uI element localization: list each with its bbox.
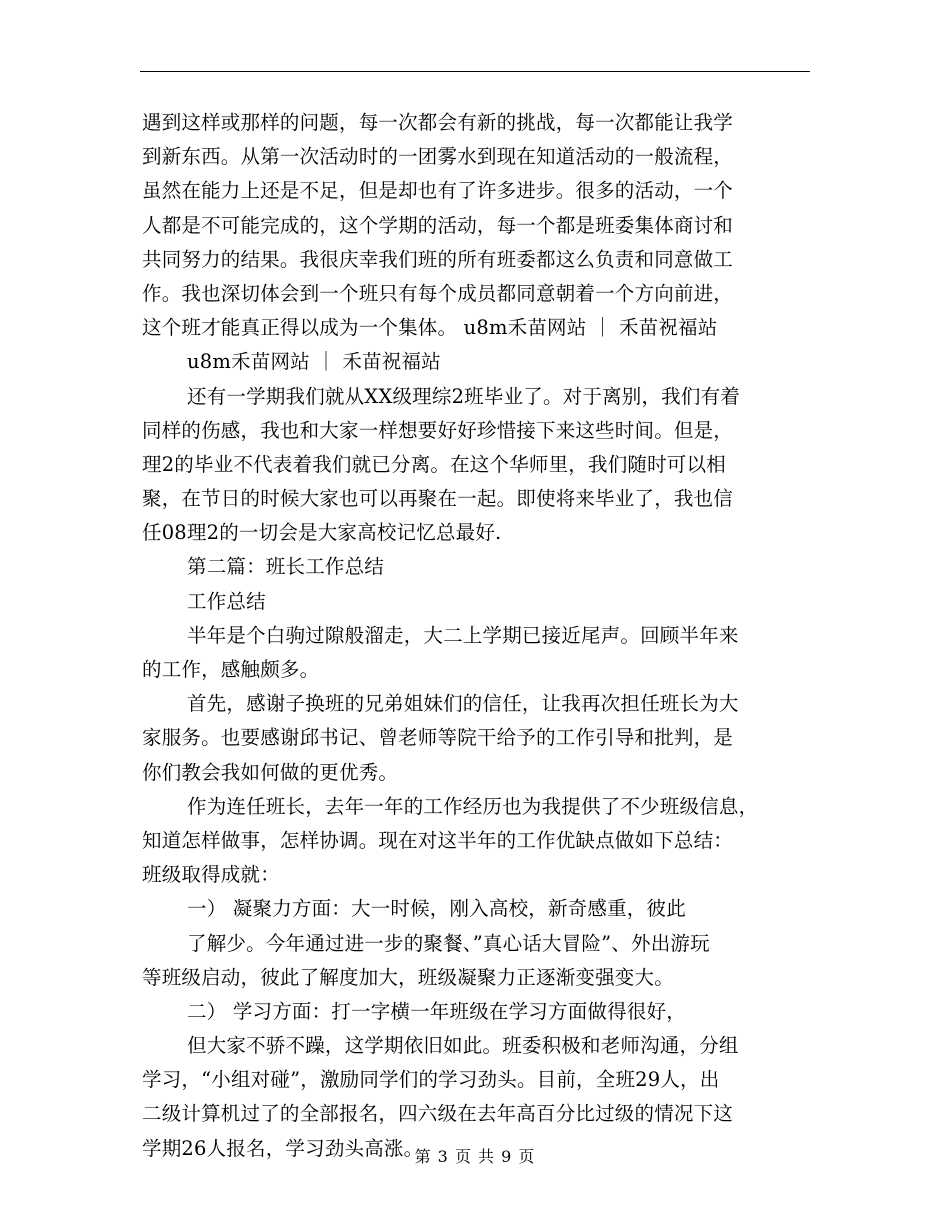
text-line: 聚，在节日的时候大家也可以再聚在一起。即使将来毕业了，我也信 xyxy=(142,487,734,511)
header-rule xyxy=(140,71,810,72)
text-line: 了解少。今年通过进一步的聚餐、”真心话大冒险”、外出游玩 xyxy=(187,931,710,955)
text-line: 理2的毕业不代表着我们就已分离。在这个华师里，我们随时可以相 xyxy=(142,452,726,476)
text-line: 二） 学习方面：打一字横一年班级在学习方面做得很好， xyxy=(187,999,686,1023)
document-body xyxy=(142,106,814,1166)
text-line: 班级取得成就： xyxy=(142,863,280,887)
text-line: u8m禾苗网站 ｜ 禾苗祝福站 xyxy=(187,350,441,374)
text-line: 你们教会我如何做的更优秀。 xyxy=(142,760,399,784)
text-line: 知道怎样做事，怎样协调。现在对这半年的工作优缺点做如下总结： xyxy=(142,828,734,852)
text-line: 首先，感谢子换班的兄弟姐妹们的信任，让我再次担任班长为大 xyxy=(187,692,739,716)
text-line: 作为连任班长，去年一年的工作经历也为我提供了不少班级信息， xyxy=(187,794,759,818)
text-line: 二级计算机过了的全部报名，四六级在去年高百分比过级的情况下这 xyxy=(142,1102,734,1126)
page-number: 第 3 页 共 9 页 xyxy=(414,1147,536,1166)
text-line: 到新东西。从第一次活动时的一团雾水到现在知道活动的一般流程， xyxy=(142,145,734,169)
text-line: 第二篇：班长工作总结 xyxy=(187,555,385,579)
text-line: 学习，“小组对碰”，激励同学们的学习劲头。目前，全班29人，出 xyxy=(142,1068,720,1092)
text-line: 一） 凝聚力方面：大一时候，刚入高校，新奇感重，彼此 xyxy=(187,897,686,921)
text-line: 半年是个白驹过隙般溜走，大二上学期已接近尾声。回顾半年来 xyxy=(187,623,739,647)
text-line: 人都是不可能完成的，这个学期的活动，每一个都是班委集体商讨和 xyxy=(142,213,734,237)
text-line: 同样的伤感，我也和大家一样想要好好珍惜接下来这些时间。但是， xyxy=(142,418,734,442)
text-line: 工作总结 xyxy=(187,589,266,613)
text-line: 共同努力的结果。我很庆幸我们班的所有班委都这么负责和同意做工 xyxy=(142,247,734,271)
text-line: 的工作，感触颇多。 xyxy=(142,658,320,681)
text-line: 但大家不骄不躁，这学期依旧如此。班委积极和老师沟通，分组 xyxy=(187,1034,739,1058)
text-line: 等班级启动，彼此了解度加大，班级凝聚力正逐渐变强变大。 xyxy=(142,965,674,989)
text-line: 遇到这样或那样的问题，每一次都会有新的挑战，每一次都能让我学 xyxy=(142,111,734,134)
text-line: 还有一学期我们就从XX级理综2班毕业了。对于离别，我们有着 xyxy=(187,384,740,408)
text-line: 学期26人报名，学习劲头高涨。 xyxy=(142,1136,424,1160)
text-line: 作。我也深切体会到一个班只有每个成员都同意朝着一个方向前进， xyxy=(142,281,734,305)
text-line: 任08理2的一切会是大家高校记忆总最好. xyxy=(142,521,502,545)
text-line: 虽然在能力上还是不足，但是却也有了许多进步。很多的活动，一个 xyxy=(142,179,734,203)
text-line: 这个班才能真正得以成为一个集体。 u8m禾苗网站 ｜ 禾苗祝福站 xyxy=(142,316,718,340)
text-line: 家服务。也要感谢邱书记、曾老师等院干给予的工作引导和批判，是 xyxy=(142,726,734,750)
